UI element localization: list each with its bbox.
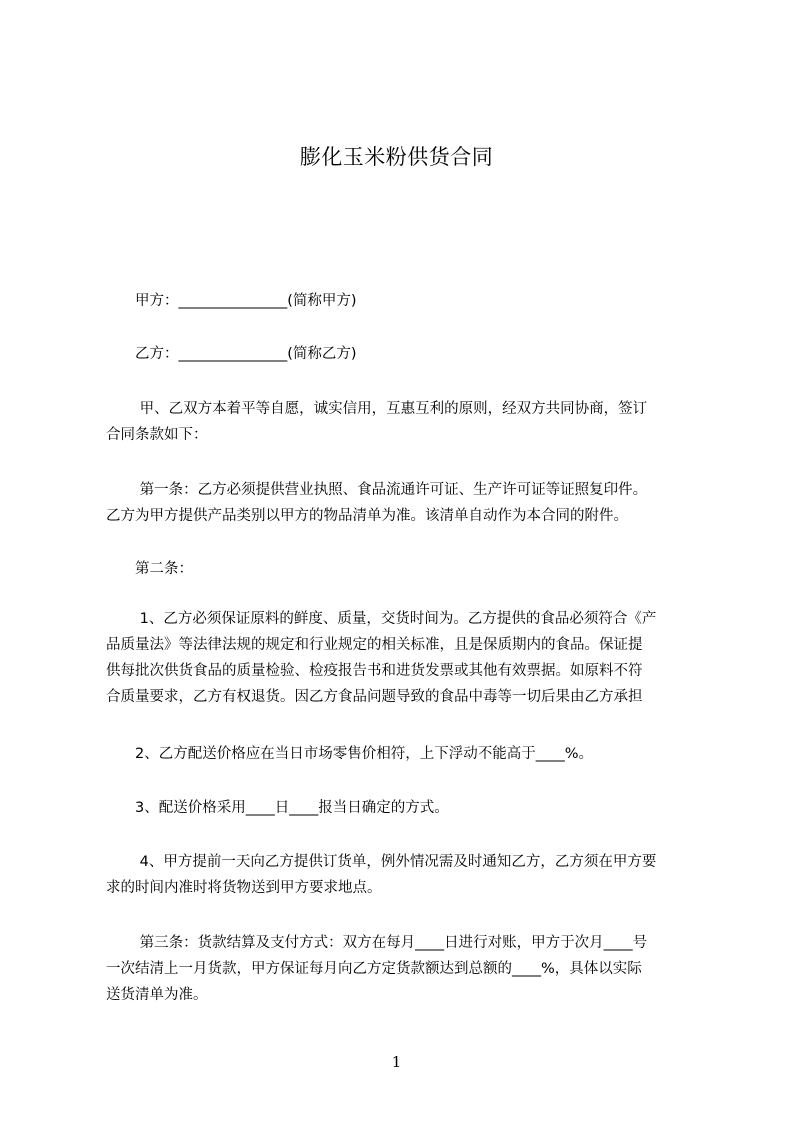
article-2-item-1-line-4: 合质量要求，乙方有权退货。因乙方食品问题导致的食品中毒等一切后果由乙方承担 bbox=[106, 689, 643, 705]
article-2-item-2-text: 2、乙方配送价格应在当日市场零售价相符，上下浮动不能高于____%。 bbox=[106, 746, 594, 762]
party-b-text: 乙方：_______________(简称乙方) bbox=[106, 346, 357, 362]
article-2-item-1-line-1: 1、乙方必须保证原料的鲜度、质量，交货时间为。乙方提供的食品必须符合《产 bbox=[106, 611, 657, 627]
article-2-item-2-paragraph bbox=[106, 741, 706, 767]
article-2-item-1-line-3: 供每批次供货食品的质量检验、检疫报告书和进货发票或其他有效票据。如原料不符 bbox=[106, 663, 643, 679]
intro-line-1: 甲、乙双方本着平等自愿，诚实信用，互惠互利的原则，经双方共同协商，签订 bbox=[106, 401, 648, 417]
intro-line-2: 合同条款如下： bbox=[106, 427, 208, 443]
article-1-line-1: 第一条：乙方必须提供营业执照、食品流通许可证、生产许可证等证照复印件。 bbox=[106, 482, 648, 498]
article-2-item-1-line-2: 品质量法》等法律法规的规定和行业规定的相关标准，且是保质期内的食品。保证提 bbox=[106, 637, 643, 653]
article-2-item-4-paragraph bbox=[106, 849, 706, 901]
article-3-paragraph bbox=[106, 930, 706, 1008]
party-a-line bbox=[106, 288, 706, 314]
article-3-line-3: 送货清单为准。 bbox=[106, 987, 208, 1003]
article-2-item-4-line-1: 4、甲方提前一天向乙方提供订货单，例外情况需及时通知乙方，乙方须在甲方要 bbox=[106, 854, 657, 870]
article-2-item-3-text: 3、配送价格采用____日____报当日确定的方式。 bbox=[106, 800, 449, 816]
party-b-line bbox=[106, 341, 706, 367]
article-1-line-2: 乙方为甲方提供产品类别以甲方的物品清单为准。该清单自动作为本合同的附件。 bbox=[106, 508, 628, 524]
article-2-item-4-line-2: 求的时间内准时将货物送到甲方要求地点。 bbox=[106, 880, 382, 896]
page-number: 1 bbox=[391, 1053, 402, 1071]
article-1-paragraph bbox=[106, 477, 706, 529]
article-3-line-2: 一次结清上一月货款，甲方保证每月向乙方定货款额达到总额的____%，具体以实际 bbox=[106, 961, 642, 977]
article-3-line-1: 第三条：货款结算及支付方式：双方在每月____日进行对账，甲方于次月____号 bbox=[106, 935, 648, 951]
article-2-item-1-paragraph bbox=[106, 606, 706, 710]
article-2-item-3-paragraph bbox=[106, 795, 706, 821]
contract-title: 膨化玉米粉供货合同 bbox=[299, 145, 494, 169]
party-a-text: 甲方：_______________(简称甲方) bbox=[106, 293, 357, 309]
article-2-heading bbox=[106, 556, 706, 582]
intro-paragraph bbox=[106, 396, 706, 448]
article-2-heading-text: 第二条： bbox=[106, 561, 193, 577]
